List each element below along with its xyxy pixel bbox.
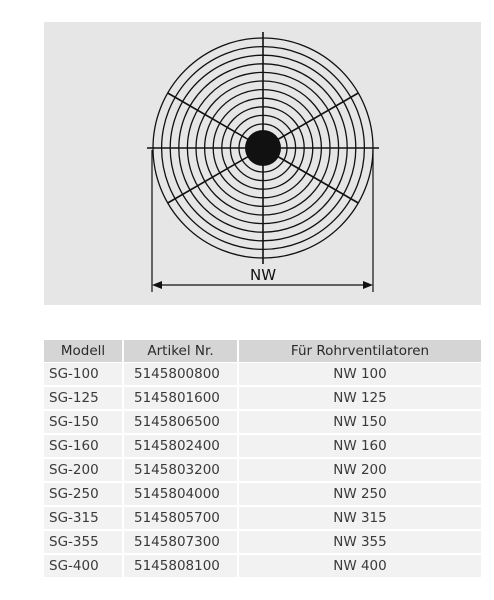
dimension-arrow-right (363, 281, 373, 289)
cell-nw: NW 100 (239, 363, 481, 386)
cell-model: SG-125 (44, 387, 124, 410)
cell-article: 5145804000 (124, 483, 239, 506)
table-row (44, 483, 481, 506)
header-artikel-nr: Artikel Nr. (124, 340, 239, 362)
dimension-label: NW (249, 266, 277, 284)
table-row (44, 531, 481, 554)
cell-model: SG-200 (44, 459, 124, 482)
cell-model: SG-160 (44, 435, 124, 458)
cell-nw: NW 315 (239, 507, 481, 530)
cell-nw: NW 125 (239, 387, 481, 410)
cell-nw: NW 200 (239, 459, 481, 482)
table-header-row (44, 340, 481, 362)
cell-article: 5145802400 (124, 435, 239, 458)
cell-model: SG-355 (44, 531, 124, 554)
cell-article: 5145805700 (124, 507, 239, 530)
cell-article: 5145808100 (124, 555, 239, 578)
table-row (44, 411, 481, 434)
cell-model: SG-250 (44, 483, 124, 506)
table-row (44, 555, 481, 578)
header-fuer-rohrventilatoren: Für Rohrventilatoren (239, 340, 481, 362)
cell-article: 5145801600 (124, 387, 239, 410)
grille-technical-drawing (44, 22, 481, 305)
model-table-container (44, 339, 481, 579)
cell-nw: NW 355 (239, 531, 481, 554)
cell-nw: NW 400 (239, 555, 481, 578)
table-row (44, 435, 481, 458)
header-modell: Modell (44, 340, 124, 362)
cell-nw: NW 250 (239, 483, 481, 506)
cell-article: 5145800800 (124, 363, 239, 386)
model-table (44, 339, 481, 579)
cell-model: SG-150 (44, 411, 124, 434)
cell-model: SG-315 (44, 507, 124, 530)
cell-article: 5145803200 (124, 459, 239, 482)
grille-drawing-panel (44, 22, 481, 305)
table-row (44, 507, 481, 530)
cell-article: 5145807300 (124, 531, 239, 554)
dimension-arrow-left (152, 281, 162, 289)
cell-nw: NW 160 (239, 435, 481, 458)
table-row (44, 459, 481, 482)
cell-model: SG-100 (44, 363, 124, 386)
cell-nw: NW 150 (239, 411, 481, 434)
cell-model: SG-400 (44, 555, 124, 578)
cell-article: 5145806500 (124, 411, 239, 434)
table-row (44, 387, 481, 410)
table-row (44, 363, 481, 386)
grille-hub (245, 130, 281, 166)
